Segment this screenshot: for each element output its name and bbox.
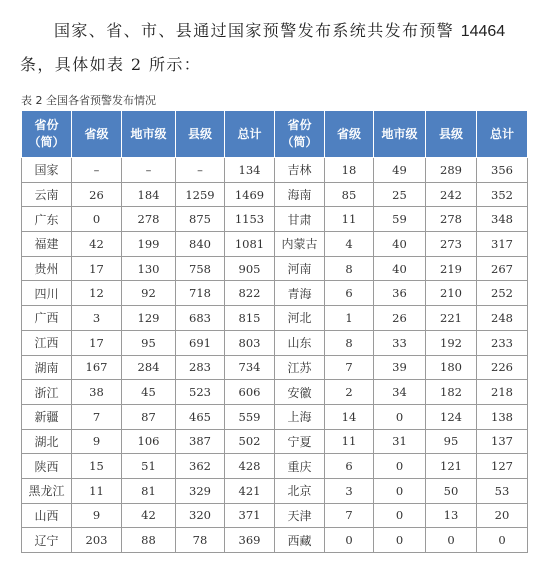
cell-right-province: 山东 (275, 330, 325, 355)
cell-left-provincial: 167 (72, 355, 122, 380)
cell-left-city: 278 (122, 207, 176, 232)
cell-right-county: 50 (426, 478, 477, 503)
cell-right-county: 289 (426, 158, 477, 183)
table-row (22, 404, 528, 429)
table-body (22, 158, 528, 553)
cell-left-provincial: 17 (72, 330, 122, 355)
cell-right-province: 北京 (275, 478, 325, 503)
cell-left-province: 浙江 (22, 380, 72, 405)
cell-left-province: 四川 (22, 281, 72, 306)
intro-line-1 (20, 14, 528, 48)
table-row (22, 256, 528, 281)
cell-right-county: 0 (426, 528, 477, 553)
cell-left-county: 718 (176, 281, 225, 306)
cell-right-provincial: 6 (325, 454, 374, 479)
cell-right-total: 0 (477, 528, 528, 553)
table-row (22, 454, 528, 479)
cell-left-total: 822 (225, 281, 275, 306)
table-row (22, 528, 528, 553)
cell-left-city: 45 (122, 380, 176, 405)
cell-right-county: 124 (426, 404, 477, 429)
cell-right-total: 352 (477, 182, 528, 207)
cell-left-province: 新疆 (22, 404, 72, 429)
cell-right-provincial: 8 (325, 330, 374, 355)
cell-right-city: 0 (374, 503, 426, 528)
cell-left-total: 502 (225, 429, 275, 454)
header-provincial-left: 省级 (72, 111, 122, 158)
cell-right-province: 安徽 (275, 380, 325, 405)
cell-right-county: 273 (426, 232, 477, 257)
cell-left-province: 湖北 (22, 429, 72, 454)
cell-left-provincial: 7 (72, 404, 122, 429)
cell-left-county: 283 (176, 355, 225, 380)
cell-left-provincial: 38 (72, 380, 122, 405)
cell-left-province: 云南 (22, 182, 72, 207)
cell-right-county: 121 (426, 454, 477, 479)
cell-right-city: 39 (374, 355, 426, 380)
table-row (22, 182, 528, 207)
cell-right-provincial: 6 (325, 281, 374, 306)
cell-left-county: 465 (176, 404, 225, 429)
cell-left-county: 691 (176, 330, 225, 355)
header-city-left: 地市级 (122, 111, 176, 158)
cell-left-total: 428 (225, 454, 275, 479)
cell-left-county: 758 (176, 256, 225, 281)
cell-left-total: 1081 (225, 232, 275, 257)
cell-right-county: 219 (426, 256, 477, 281)
cell-left-province: 黑龙江 (22, 478, 72, 503)
cell-left-province: 贵州 (22, 256, 72, 281)
cell-right-province: 重庆 (275, 454, 325, 479)
cell-right-county: 13 (426, 503, 477, 528)
cell-right-province: 内蒙古 (275, 232, 325, 257)
cell-right-provincial: 11 (325, 429, 374, 454)
cell-right-total: 138 (477, 404, 528, 429)
total-warnings-count: 14464 (460, 23, 506, 40)
cell-left-province: 江西 (22, 330, 72, 355)
intro-line-2: 条，具体如表 2 所示： (20, 55, 202, 74)
cell-right-city: 0 (374, 478, 426, 503)
cell-left-total: 905 (225, 256, 275, 281)
cell-left-city: 106 (122, 429, 176, 454)
cell-right-city: 34 (374, 380, 426, 405)
cell-left-provincial: 12 (72, 281, 122, 306)
cell-left-county: 523 (176, 380, 225, 405)
cell-left-provincial: 3 (72, 306, 122, 331)
cell-right-province: 甘肃 (275, 207, 325, 232)
cell-right-city: 40 (374, 256, 426, 281)
cell-right-total: 317 (477, 232, 528, 257)
table-row (22, 207, 528, 232)
cell-left-provincial: 42 (72, 232, 122, 257)
cell-left-province: 国家 (22, 158, 72, 183)
cell-left-county: 683 (176, 306, 225, 331)
cell-left-county: 875 (176, 207, 225, 232)
cell-right-provincial: 7 (325, 503, 374, 528)
cell-right-city: 25 (374, 182, 426, 207)
cell-left-province: 福建 (22, 232, 72, 257)
cell-left-county: 320 (176, 503, 225, 528)
table-row (22, 380, 528, 405)
cell-left-city: 130 (122, 256, 176, 281)
cell-right-city: 0 (374, 528, 426, 553)
table-row (22, 478, 528, 503)
table-row (22, 330, 528, 355)
intro-line-1-text: 国家、省、市、县通过国家预警发布系统共发布预警 (54, 21, 455, 40)
table-row (22, 355, 528, 380)
cell-right-city: 40 (374, 232, 426, 257)
cell-right-city: 33 (374, 330, 426, 355)
header-county-right: 县级 (426, 111, 477, 158)
cell-right-county: 192 (426, 330, 477, 355)
cell-right-total: 53 (477, 478, 528, 503)
cell-right-provincial: 7 (325, 355, 374, 380)
cell-right-provincial: 14 (325, 404, 374, 429)
cell-left-province: 广东 (22, 207, 72, 232)
cell-right-city: 36 (374, 281, 426, 306)
cell-left-provincial: 203 (72, 528, 122, 553)
cell-right-total: 356 (477, 158, 528, 183)
cell-left-county: 78 (176, 528, 225, 553)
cell-right-provincial: 1 (325, 306, 374, 331)
cell-right-province: 西藏 (275, 528, 325, 553)
cell-right-county: 221 (426, 306, 477, 331)
cell-left-city: 88 (122, 528, 176, 553)
cell-right-total: 267 (477, 256, 528, 281)
cell-right-provincial: 18 (325, 158, 374, 183)
cell-right-total: 20 (477, 503, 528, 528)
cell-left-provincial: – (72, 158, 122, 183)
table-row (22, 232, 528, 257)
cell-right-provincial: 11 (325, 207, 374, 232)
cell-right-city: 26 (374, 306, 426, 331)
table-row (22, 158, 528, 183)
cell-left-city: – (122, 158, 176, 183)
cell-left-province: 辽宁 (22, 528, 72, 553)
table-row (22, 281, 528, 306)
cell-left-county: – (176, 158, 225, 183)
cell-right-county: 182 (426, 380, 477, 405)
cell-right-provincial: 85 (325, 182, 374, 207)
cell-left-provincial: 26 (72, 182, 122, 207)
cell-left-city: 129 (122, 306, 176, 331)
cell-left-city: 81 (122, 478, 176, 503)
cell-left-total: 606 (225, 380, 275, 405)
cell-left-city: 42 (122, 503, 176, 528)
cell-right-provincial: 2 (325, 380, 374, 405)
header-provincial-right: 省级 (325, 111, 374, 158)
cell-left-county: 329 (176, 478, 225, 503)
cell-left-city: 87 (122, 404, 176, 429)
cell-left-city: 92 (122, 281, 176, 306)
cell-right-county: 210 (426, 281, 477, 306)
cell-right-total: 248 (477, 306, 528, 331)
cell-left-provincial: 0 (72, 207, 122, 232)
cell-left-city: 284 (122, 355, 176, 380)
cell-left-provincial: 9 (72, 503, 122, 528)
cell-left-provincial: 11 (72, 478, 122, 503)
cell-left-total: 734 (225, 355, 275, 380)
cell-right-city: 31 (374, 429, 426, 454)
cell-right-city: 49 (374, 158, 426, 183)
cell-right-city: 59 (374, 207, 426, 232)
cell-left-total: 134 (225, 158, 275, 183)
cell-right-total: 233 (477, 330, 528, 355)
header-city-right: 地市级 (374, 111, 426, 158)
cell-left-county: 387 (176, 429, 225, 454)
cell-right-total: 218 (477, 380, 528, 405)
header-province-right: 省份 （简） (275, 111, 325, 158)
cell-right-provincial: 4 (325, 232, 374, 257)
cell-right-provincial: 0 (325, 528, 374, 553)
table-caption: 表 2 全国各省预警发布情况 (21, 94, 156, 107)
cell-left-province: 山西 (22, 503, 72, 528)
cell-right-province: 上海 (275, 404, 325, 429)
cell-left-county: 362 (176, 454, 225, 479)
cell-right-province: 河北 (275, 306, 325, 331)
cell-left-city: 184 (122, 182, 176, 207)
table-row (22, 503, 528, 528)
cell-right-provincial: 3 (325, 478, 374, 503)
header-total-right: 总计 (477, 111, 528, 158)
cell-left-county: 1259 (176, 182, 225, 207)
cell-right-county: 242 (426, 182, 477, 207)
table-header-row (22, 111, 528, 158)
cell-left-province: 湖南 (22, 355, 72, 380)
cell-right-total: 252 (477, 281, 528, 306)
cell-right-total: 137 (477, 429, 528, 454)
cell-right-province: 青海 (275, 281, 325, 306)
cell-right-county: 180 (426, 355, 477, 380)
cell-left-provincial: 17 (72, 256, 122, 281)
cell-left-provincial: 9 (72, 429, 122, 454)
cell-right-city: 0 (374, 454, 426, 479)
province-warning-table (21, 110, 528, 553)
cell-right-city: 0 (374, 404, 426, 429)
cell-left-total: 803 (225, 330, 275, 355)
cell-left-city: 199 (122, 232, 176, 257)
cell-left-total: 1469 (225, 182, 275, 207)
cell-left-total: 371 (225, 503, 275, 528)
cell-right-county: 278 (426, 207, 477, 232)
cell-left-provincial: 15 (72, 454, 122, 479)
header-county-left: 县级 (176, 111, 225, 158)
cell-left-total: 1153 (225, 207, 275, 232)
cell-right-province: 河南 (275, 256, 325, 281)
cell-left-total: 815 (225, 306, 275, 331)
cell-left-total: 421 (225, 478, 275, 503)
table-row (22, 429, 528, 454)
cell-right-province: 宁夏 (275, 429, 325, 454)
cell-right-province: 吉林 (275, 158, 325, 183)
cell-right-province: 天津 (275, 503, 325, 528)
cell-left-city: 95 (122, 330, 176, 355)
cell-right-county: 95 (426, 429, 477, 454)
table-row (22, 306, 528, 331)
cell-left-total: 369 (225, 528, 275, 553)
header-total-left: 总计 (225, 111, 275, 158)
cell-right-province: 江苏 (275, 355, 325, 380)
cell-right-provincial: 8 (325, 256, 374, 281)
cell-left-province: 陕西 (22, 454, 72, 479)
cell-left-total: 559 (225, 404, 275, 429)
cell-left-county: 840 (176, 232, 225, 257)
header-province-left: 省份 （简） (22, 111, 72, 158)
cell-right-total: 127 (477, 454, 528, 479)
cell-right-province: 海南 (275, 182, 325, 207)
intro-paragraph (20, 14, 528, 81)
cell-right-total: 348 (477, 207, 528, 232)
cell-left-province: 广西 (22, 306, 72, 331)
cell-right-total: 226 (477, 355, 528, 380)
cell-left-city: 51 (122, 454, 176, 479)
